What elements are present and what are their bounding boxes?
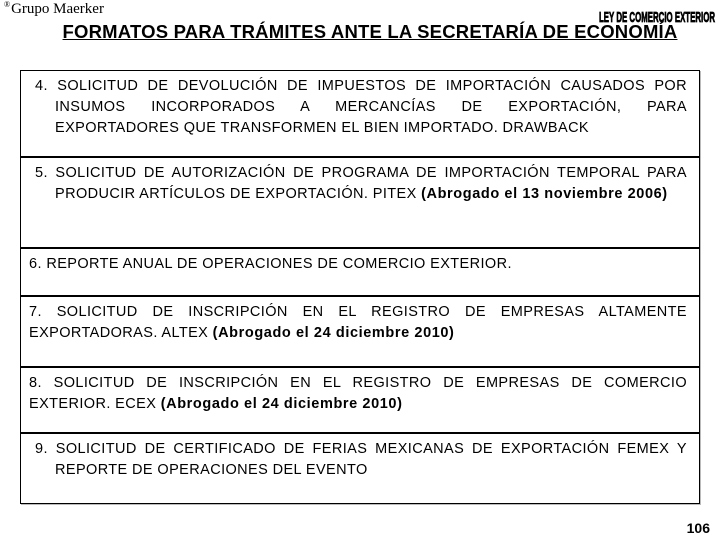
list-item	[20, 296, 700, 367]
list-item	[20, 248, 700, 296]
logo-text: LEY DE COMERCIO EXTERIOR	[599, 9, 716, 26]
page-number: 106	[686, 520, 710, 536]
page-title: FORMATOS PARA TRÁMITES ANTE LA SECRETARÍA DE ECONOMÍA	[62, 21, 678, 42]
item-text: 6. REPORTE ANUAL DE OPERACIONES DE COMERCIO EXTERIOR.	[29, 256, 512, 272]
list-item	[20, 433, 700, 504]
list-item	[20, 157, 700, 248]
brand-logo-text	[4, 0, 104, 18]
item-text: 8. SOLICITUD DE INSCRIPCIÓN EN EL REGISTRO DE EMPRESAS DE COMERCIO EXTERIOR. ECEX	[29, 375, 687, 412]
registered-mark: ®	[4, 0, 11, 9]
item-text: 4. SOLICITUD DE DEVOLUCIÓN DE IMPUESTOS DE IMPORTACIÓN CAUSADOS POR INSUMOS INCORPORADOS A MERCANCÍAS DE EXPORTACIÓN, PARA EXPORTADORES QUE TRANSFORMEN EL BIEN IMPORTADO. DRAWBACK	[35, 78, 687, 136]
item-note: (Abrogado el 13 noviembre 2006)	[421, 186, 668, 202]
list-item	[20, 367, 700, 433]
item-text: 9. SOLICITUD DE CERTIFICADO DE FERIAS MEXICANAS DE EXPORTACIÓN FEMEX Y REPORTE DE OPERACIONES DEL EVENTO	[35, 441, 687, 478]
item-note: (Abrogado el 24 diciembre 2010)	[212, 325, 455, 341]
brand-name: Grupo Maerker	[11, 1, 104, 17]
item-text: 5. SOLICITUD DE AUTORIZACIÓN DE PROGRAMA DE IMPORTACIÓN TEMPORAL PARA PRODUCIR ARTÍCULOS DE EXPORTACIÓN. PITEX	[35, 165, 687, 202]
item-note: (Abrogado el 24 diciembre 2010)	[160, 396, 403, 412]
item-text: 7. SOLICITUD DE INSCRIPCIÓN EN EL REGISTRO DE EMPRESAS ALTAMENTE EXPORTADORAS. ALTEX	[29, 304, 687, 341]
list-item	[20, 70, 700, 157]
